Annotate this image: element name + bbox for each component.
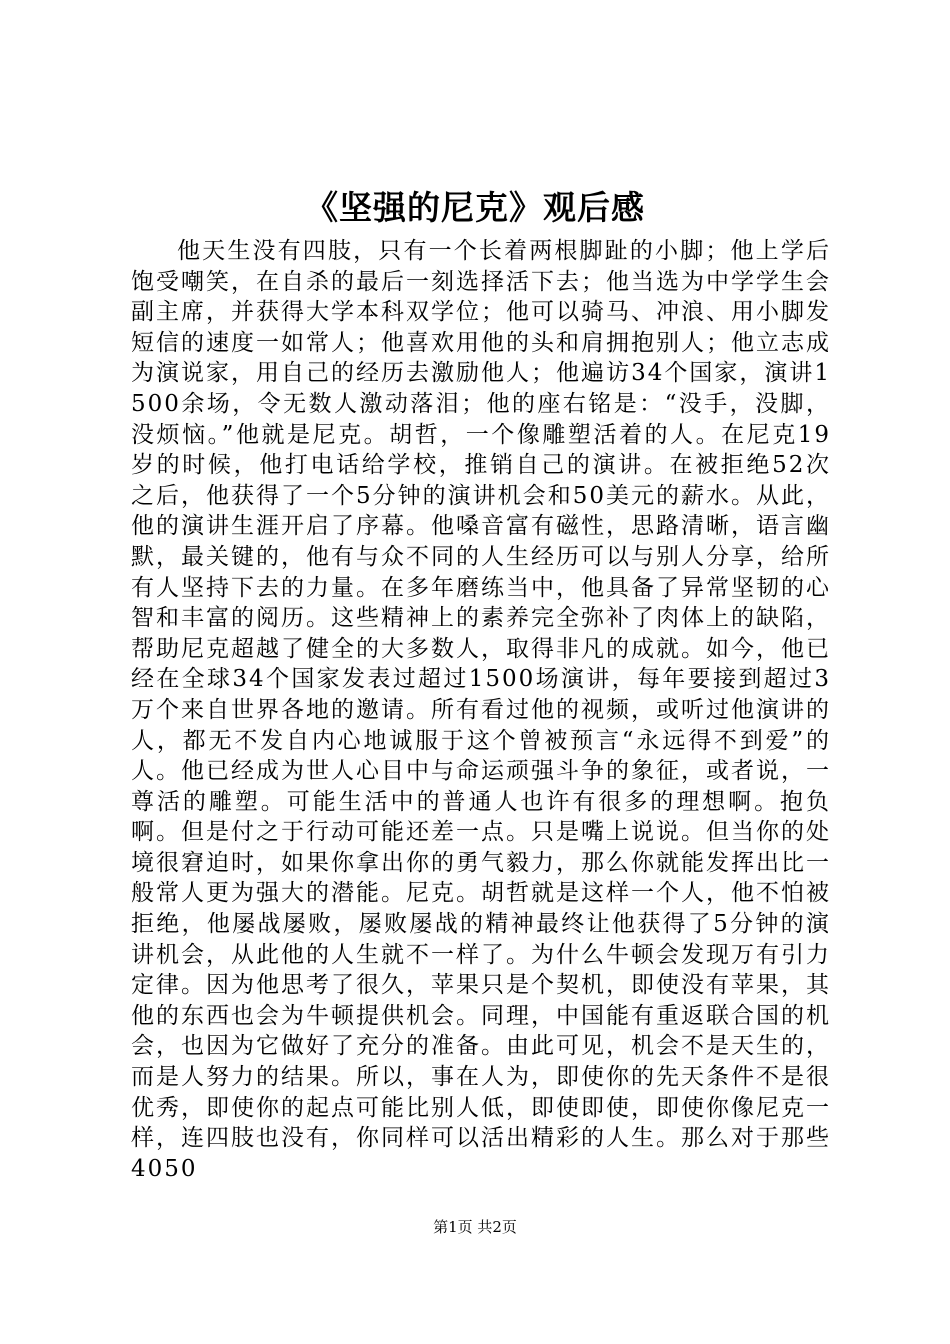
page-footer: 第1页 共2页 [433,1218,517,1236]
document-title: 《坚强的尼克》观后感 [305,188,645,227]
body-paragraph: 他天生没有四肢，只有一个长着两根脚趾的小脚；他上学后饱受嘲笑，在自杀的最后一刻选择活下去；他当选为中学学生会副主席，并获得大学本科双学位；他可以骑马、冲浪、用小脚发短信的速度一如常人；他喜欢用他的头和肩拥抱别人；他立志成为演说家，用自己的经历去激励他人；他遍访34个国家，演讲1500余场，令无数人激动落泪；他的座右铭是：“没手，没脚，没烦恼。”他就是尼克。胡哲，一个像雕塑活着的人。在尼克19岁的时候，他打电话给学校，推销自己的演讲。在被拒绝52次之后，他获得了一个5分钟的演讲机会和50美元的薪水。从此，他的演讲生涯开启了序幕。他嗓音富有磁性，思路清晰，语言幽默，最关键的，他有与众不同的人生经历可以与别人分享，给所有人坚持下去的力量。在多年磨练当中，他具备了异常坚韧的心智和丰富的阅历。这些精神上的素养完全弥补了肉体上的缺陷，帮助尼克超越了健全的大多数人，取得非凡的成就。如今，他已经在全球34个国家发表过超过1500场演讲，每年要接到超过3万个来自世界各地的邀请。所有看过他的视频，或听过他演讲的人，都无不发自内心地诚服于这个曾被预言“永远得不到爱”的人。他已经成为世人心目中与命运顽强斗争的象征，或者说，一尊活的雕塑。可能生活中的普通人也许有很多的理想啊。抱负啊。但是付之于行动可能还差一点。只是嘴上说说。但当你的处境很窘迫时，如果你拿出你的勇气毅力，那么你就能发挥出比一般常人更为强大的潜能。尼克。胡哲就是这样一个人，他不怕被拒绝，他屡战屡败，屡败屡战的精神最终让他获得了5分钟的演讲机会，从此他的人生就不一样了。为什么牛顿会发现万有引力定律。因为他思考了很久，苹果只是个契机，即使没有苹果，其他的东西也会为牛顿提供机会。同理，中国能有重返联合国的机会，也因为它做好了充分的准备。由此可见，机会不是天生的，而是人努力的结果。所以，事在人为，即使你的先天条件不是很优秀，即使你的起点可能比别人低，即使即使，即使你像尼克一样，连四肢也没有，你同样可以活出精彩的人生。那么对于那些4050 [131,238,831,1182]
